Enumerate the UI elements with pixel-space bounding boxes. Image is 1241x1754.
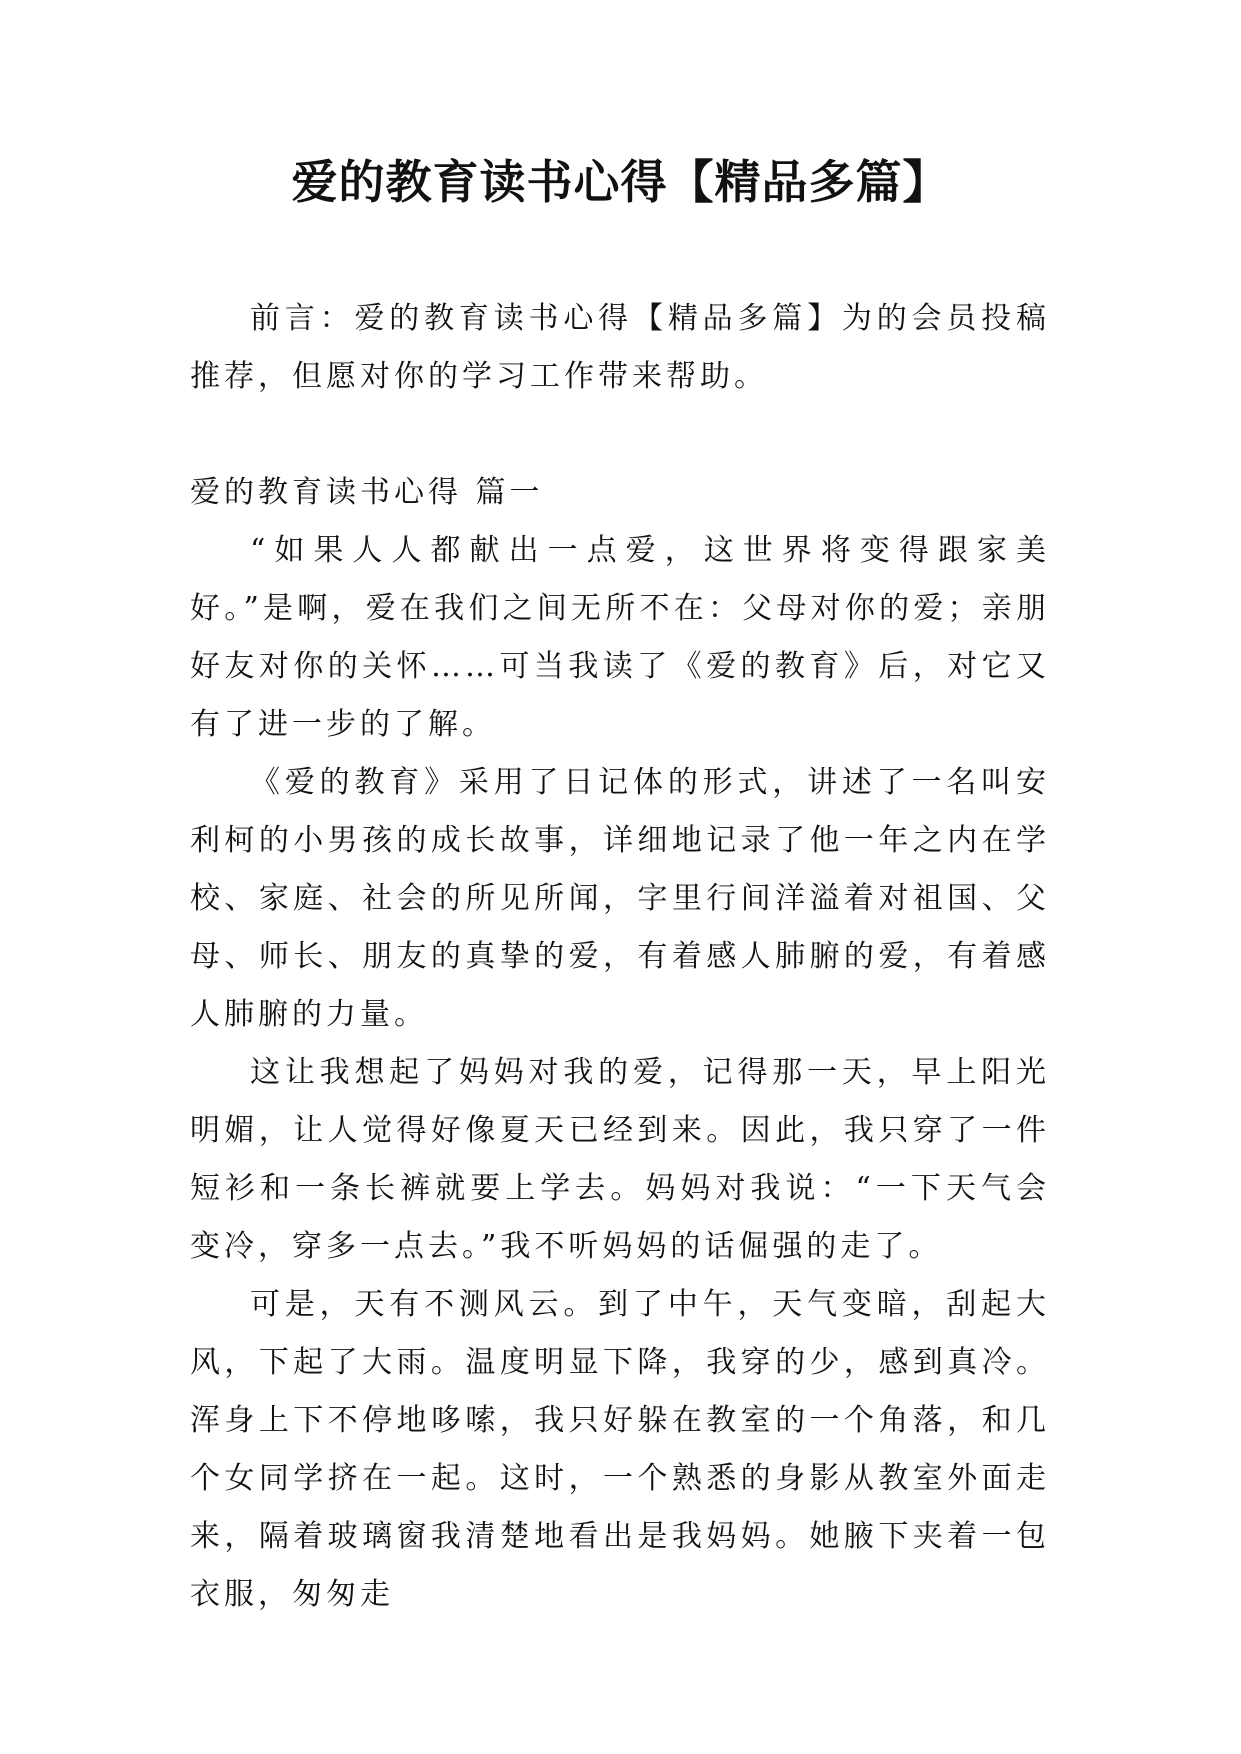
body-paragraph-1: “如果人人都献出一点爱，这世界将变得跟家美好。”是啊，爱在我们之间无所不在：父母对你的爱；亲朋好友对你的关怀……可当我读了《爱的教育》后，对它又有了进一步的了解。 xyxy=(190,533,1050,742)
body-paragraph-2: 《爱的教育》采用了日记体的形式，讲述了一名叫安利柯的小男孩的成长故事，详细地记录了他一年之内在学校、家庭、社会的所见所闻，字里行间洋溢着对祖国、父母、师长、朋友的真挚的爱，有着感人肺腑的爱，有着感人肺腑的力量。 xyxy=(190,765,1050,1032)
preface-paragraph: 前言：爱的教育读书心得【精品多篇】为的会员投稿推荐，但愿对你的学习工作带来帮助。 xyxy=(190,301,1050,394)
section-heading: 爱的教育读书心得 篇一 xyxy=(190,475,544,510)
document-title: 爱的教育读书心得【精品多篇】 xyxy=(291,155,950,209)
body-paragraph-4: 可是，天有不测风云。到了中午，天气变暗，刮起大风，下起了大雨。温度明显下降，我穿的少，感到真冷。浑身上下不停地哆嗦，我只好躲在教室的一个角落，和几个女同学挤在一起。这时，一个熟悉的身影从教室外面走来，隔着玻璃窗我清楚地看出是我妈妈。她腋下夹着一包衣服，匆匆走 xyxy=(190,1287,1050,1612)
document-body xyxy=(190,290,1050,1624)
body-paragraph-3: 这让我想起了妈妈对我的爱，记得那一天，早上阳光明媚，让人觉得好像夏天已经到来。因此，我只穿了一件短衫和一条长裤就要上学去。妈妈对我说：“一下天气会变冷，穿多一点去。”我不听妈妈的话倔强的走了。 xyxy=(190,1055,1050,1264)
